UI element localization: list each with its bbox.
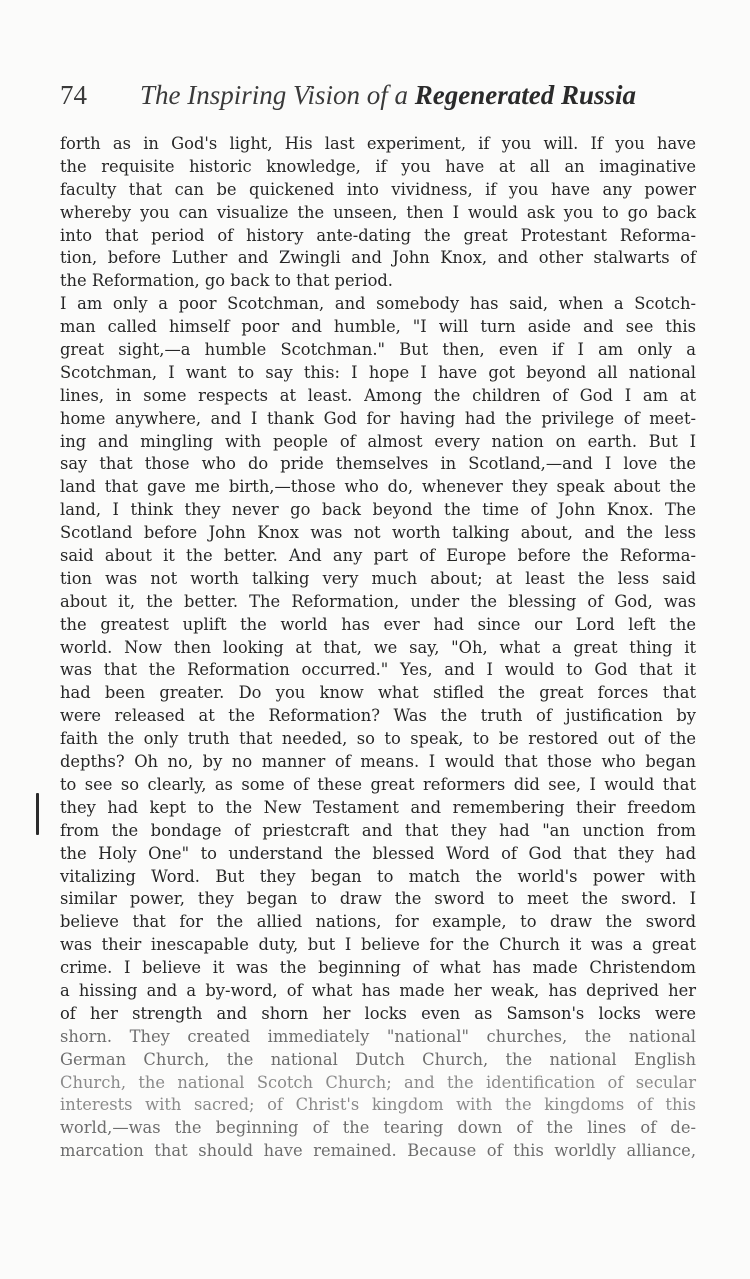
text-line: land, I think they never go back beyond the time of John Knox. The <box>60 500 696 520</box>
text-line: say that those who do pride themselves in Scotland,—and I love the <box>60 454 696 474</box>
margin-mark <box>36 793 39 835</box>
text-line: great sight,—a humble Scotchman." But then, even if I am only a <box>60 340 696 360</box>
text-line: had been greater. Do you know what stifled the great forces that <box>60 683 696 703</box>
text-line: tion, before Luther and Zwingli and John Knox, and other stalwarts of <box>60 248 696 268</box>
page-header <box>60 80 690 116</box>
text-line: world,—was the beginning of the tearing down of the lines of de- <box>60 1118 696 1138</box>
text-line: believe that for the allied nations, for example, to draw the sword <box>60 912 696 932</box>
text-line: similar power, they began to draw the sword to meet the sword. I <box>60 889 696 909</box>
text-line: vitalizing Word. But they began to match the world's power with <box>60 866 696 886</box>
text-line: they had kept to the New Testament and remembering their freedom <box>60 797 696 817</box>
text-line: to see so clearly, as some of these great reformers did see, I would that <box>60 774 696 794</box>
page-number: 74 <box>60 80 87 110</box>
text-line: home anywhere, and I thank God for having had the privilege of meet- <box>60 408 696 428</box>
body-text <box>60 133 696 1163</box>
text-line: tion was not worth talking very much about; at least the less said <box>60 568 696 588</box>
text-line: interests with sacred; of Christ's kingdom with the kingdoms of this <box>60 1095 696 1115</box>
text-line: the Reformation, go back to that period. <box>60 271 393 291</box>
text-line: faith the only truth that needed, so to speak, to be restored out of the <box>60 729 696 749</box>
text-line: were released at the Reformation? Was the truth of justification by <box>60 706 696 726</box>
text-line: marcation that should have remained. Because of this worldly alliance, <box>60 1141 696 1161</box>
text-line: forth as in God's light, His last experiment, if you will. If you have <box>60 134 696 153</box>
text-line: Church, the national Scotch Church; and the identification of secular <box>60 1072 696 1092</box>
text-line: said about it the better. And any part of Europe before the Reforma- <box>60 546 696 566</box>
text-line: German Church, the national Dutch Church, the national English <box>60 1049 696 1069</box>
text-line: Scotland before John Knox was not worth talking about, and the less <box>60 523 696 543</box>
text-line: lines, in some respects at least. Among the children of God I am at <box>60 385 696 405</box>
text-line: land that gave me birth,—those who do, whenever they speak about the <box>60 477 696 497</box>
text-line: depths? Oh no, by no manner of means. I would that those who began <box>60 752 696 772</box>
text-line: faculty that can be quickened into vividness, if you have any power <box>60 179 696 199</box>
text-line: Scotchman, I want to say this: I hope I have got beyond all national <box>60 362 696 382</box>
text-line: ing and mingling with people of almost every nation on earth. But I <box>60 431 696 451</box>
text-line: the Holy One" to understand the blessed Word of God that they had <box>60 843 696 863</box>
text-line: whereby you can visualize the unseen, then I would ask you to go back <box>60 202 696 222</box>
running-title-part1: The Inspiring Vision of a <box>139 80 415 110</box>
text-line: crime. I believe it was the beginning of what has made Christendom <box>60 958 696 978</box>
text-line: from the bondage of priestcraft and that they had "an unction from <box>60 820 696 840</box>
text-line: a hissing and a by-word, of what has made her weak, has deprived her <box>60 980 696 1000</box>
text-line: of her strength and shorn her locks even as Samson's locks were <box>60 1003 696 1023</box>
text-line: the greatest uplift the world has ever had since our Lord left the <box>60 614 696 634</box>
running-title <box>60 80 690 111</box>
text-line: the requisite historic knowledge, if you have at all an imaginative <box>60 156 696 176</box>
text-line: world. Now then looking at that, we say, "Oh, what a great thing it <box>60 637 696 657</box>
text-line: about it, the better. The Reformation, under the blessing of God, was <box>60 591 696 611</box>
text-line: man called himself poor and humble, "I will turn aside and see this <box>60 317 696 337</box>
running-title-part2: Regenerated Russia <box>414 80 637 110</box>
text-line: was their inescapable duty, but I believe for the Church it was a great <box>60 935 696 955</box>
text-line: shorn. They created immediately "national" churches, the national <box>60 1026 696 1046</box>
text-line: I am only a poor Scotchman, and somebody has said, when a Scotch- <box>60 294 696 314</box>
text-line: into that period of history ante-dating the great Protestant Reforma- <box>60 225 696 245</box>
text-line: was that the Reformation occurred." Yes, and I would to God that it <box>60 660 696 680</box>
